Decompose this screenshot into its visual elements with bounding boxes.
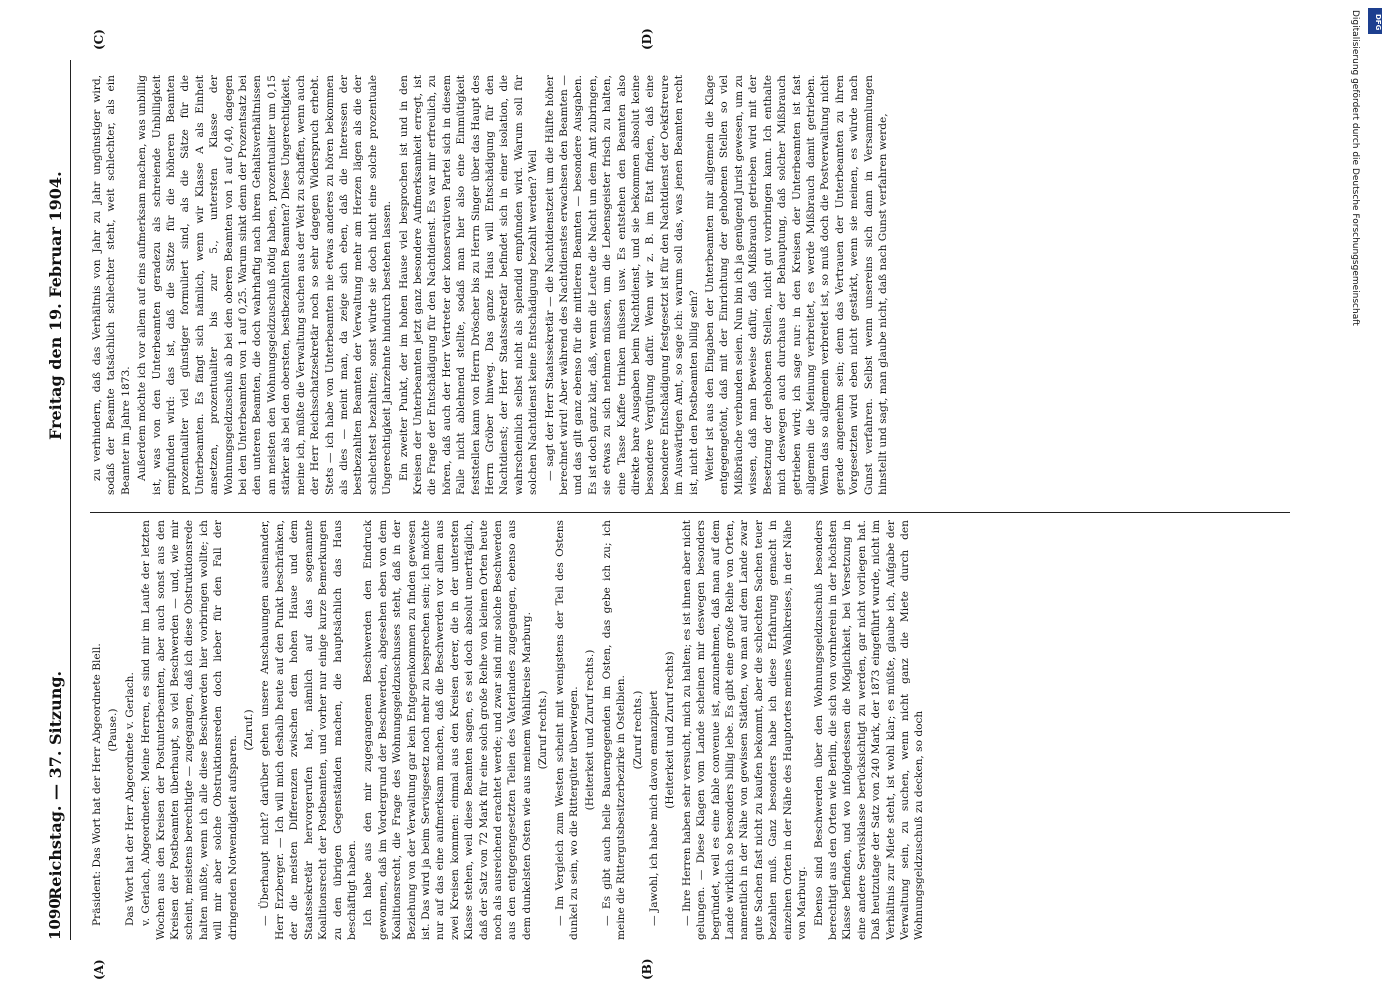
paragraph: — sagt der Herr Staatssekretär — die Nachtdienstzeit um die Hälfte höher berechnet wird! Aber während des Nachtdienstes erwachsen den Beamten — und das gilt ganz ebenso für die mittleren Beamten — besondere Ausgaben. Es ist doch ganz klar, daß, wenn die Leute die Nacht um dem Amt zubringen, sie etwas zu sich nehmen müssen, um die Lebensgeister frisch zu halten, eine Tasse Kaffee trinken müssen usw. Es entstehen den Beamten also direkte bare Ausgaben beim Nachtdienst, und sie bekommen absolut keine besondere Vergütung dafür. Wenn wir z. B. im Etat finden, daß eine besondere Entschädigung festgesetzt ist für den Nachtdienst der Oekfstreure im Auswärtigen Amt, so sage ich: warum soll das, was jenen Beamten recht ist, nicht den Postbeamten billig sein? — [543, 75, 700, 495]
paragraph: Ebenso sind Beschwerden über den Wohnungsgeldzuschuß besonders berechtigt aus den Orten wie Berlin, die sich von vornherein in der höchsten Klasse befinden, und wo infolgedessen die Möglichkeit, bei Versetzung in eine andere Servisklasse berücksichtigt zu werden, gar nicht vorliegen hat. Daß heutzutage der Satz von 240 Mark, der 1873 eingeführt wurde, nicht im Verhältnis zur Miete steht, ist wohl klar; es müßte, glaube ich, Aufgabe der Verwaltung sein, zu suchen, wenn nicht ganz die Miete durch den Wohnungsgeldzuschuß zu decken, so doch — [812, 520, 926, 940]
paragraph: — Es gibt auch helle Bauerngegenden im Osten, das gebe ich zu; ich meine die Rittergutsbesitzerbezirke in Ostelbien. — [600, 520, 628, 940]
paragraph: (Zuruf.) — [243, 709, 256, 751]
paragraph: (Pause.) — [107, 708, 120, 752]
paragraph: Präsident: Das Wort hat der Herr Abgeordnete Blell. — [91, 643, 103, 926]
digitization-note: Digitalisierung gefördert durch die Deutsche Forschungsgemeinschaft — [1350, 10, 1360, 326]
paragraph: Außerdem möchte ich vor allem auf eins aufmerksam machen, was unbillig ist, was von den Unterbeamten geradezu als schreiende Unbilligkeit empfunden wird: das ist, daß die Sätze für die höheren Beamten prozentualiter viel günstiger formuliert sind, als die Sätze für die Unterbeamten. Es fängt sich nämlich, wenn wir Klasse A als Einheit ansetzen, prozentualiter bis zur 5., untersten Klasse der Wohnungsgeldzuschuß ab bei den oberen Beamten von 1 auf 0,40, dagegen bei den Unterbeamten von 1 auf 0,25. Warum sinkt denn der Prozentsatz bei den unteren Beamten, die doch wahrhaftig nach ihren Gehaltsverhältnissen am meisten den Wohnungsgeldzuschuß nötig haben, prozentualiter um 0,15 stärker als bei den obersten, bestbezahlten Beamten? Diese Ungerechtigkeit, meine ich, müßte die Verwaltung suchen aus der Welt zu schaffen, wenn auch der Herr Reichsschatzsekretär noch so sehr dagegen Widerspruch erhebt. Stets — ich habe von Unterbeamten nie etwas anderes zu hören bekommen als dies — meint man, da zeige sich eben, daß die Interessen der bestbezahlten Beamten der Verwaltung mehr am Herzen lägen als die der schlechtest bezahlten; sonst würde sie doch nicht eine solche prozentuale Ungerechtigkeit Jahrzehnte hindurch bestehen lassen. — [136, 75, 394, 495]
margin-marker-d: (D) — [640, 28, 654, 50]
paragraph: Das Wort hat der Herr Abgeordnete v. Gerlach. — [123, 672, 136, 926]
margin-marker-a: (A) — [92, 959, 106, 980]
paragraph: (Zuruf rechts.) — [631, 690, 644, 770]
session-date: Freitag den 19. Februar 1904. — [46, 171, 65, 440]
paragraph: — Jawohl, ich habe mich davon emanzipiert — [648, 690, 661, 926]
paragraph: zu verhindern, daß das Verhältnis von Jahr zu Jahr ungünstiger wird, sodaß der Beamte tatsächlich schlechter steht, weit schlechter, als ein Beamter im Jahre 1873. — [91, 75, 132, 495]
session-title: Reichstag. — 37. Sitzung. — [46, 670, 65, 900]
paragraph: Ich habe aus den mir zugegangenen Beschwerden den Eindruck gewonnen, daß im Vordergrund der Beschwerden, abgesehen eben von dem Koalitionsrecht, die Frage des Wohnungsgeldzuschusses steht, daß in der Beziehung von der Verwaltung gar kein Entgegenkommen zu finden gewesen ist. Das wird ja beim Servisgesetz noch mehr zu besprechen sein; ich möchte nur auf das eine aufmerksam machen, daß die Beschwerden vor allem aus zwei Kreisen kommen: einmal aus den Kreisen derer, die in der untersten Klasse stehen, weil diese Beamten sagen, es sei doch absolut unerträglich, daß der Satz von 72 Mark für eine solch große Reihe von kleinen Orten heute noch als ausreichend erachtet werde; und zwar sind mir solche Beschwerden aus den entgegengesetzten Teilen des Vaterlandes zugegangen, ebenso aus dem dunkelsten Osten wie aus meinem Wahlkreise Marburg. — [362, 520, 533, 940]
paragraph: (Heiterkeit und Zuruf rechts) — [664, 651, 677, 809]
paragraph: — Im Vergleich zum Westen scheint mit wenigstens der Teil des Ostens dunkel zu sein, wo die Rittergüter überwiegen. — [553, 520, 580, 940]
column-divider — [90, 512, 1290, 513]
right-column — [90, 75, 1290, 495]
page-header — [40, 60, 71, 940]
paragraph: Weiter ist aus den Eingaben der Unterbeamten mir allgemein die Klage entgegengetönt, daß mit der Einrichtung der gehobenen Stellen so viel Mißbräuche verbunden seien. Nun bin ich ja genügend Jurist gewesen, um zu wissen, daß man Beweise dafür, daß Mißbrauch getrieben wird mit der Besetzung der gehobenen Stellen, nicht gut vorbringen kann. Ich enthalte mich deswegen auch durchaus der Behauptung, daß solcher Mißbrauch getrieben wird; ich sage nur: in den Kreisen der Unterbeamten ist fast allgemein die Meinung verbreitet, es werde Mißbrauch damit getrieben. Wenn das so allgemein verbreitet ist, so muß doch die Postverwaltung nicht gerade angenehm sein; denn das Vertrauen der Unterbeamten zu ihren Vorgesetzten wird eben nicht gestärkt, wenn sie meinen, es würde nach Gunst verfahren. Selbst wenn unsereins sich dann in Versammlungen hinstellt und sagt, man glaube nicht, daß nach Gunst verfahren werde, — [704, 75, 889, 495]
paragraph: v. Gerlach, Abgeordneter: Meine Herren, es sind mir im Laufe der letzten Wochen aus den Kreisen der Postunterbeamten, aber auch sonst aus den Kreisen der Postbeamten überhaupt, so viel Beschwerden — und, wie mir scheint, meistens berechtigte — zugegangen, daß ich diese Obstruktionsrede halten müßte, wenn ich alle diese Beschwerden hier vorbringen wollte; ich will mir aber solche Obstruktionsreden doch lieber für den Fall der dringenden Notwendigkeit aufsparen. — [140, 520, 239, 940]
margin-marker-b: (B) — [640, 958, 654, 980]
paragraph: — Überhaupt nicht? darüber gehen unsere Anschauungen auseinander, Herr Erzberger. — Ich will mich deshalb heute auf den Punkt beschränken, der die meisten Differenzen zwischen dem hohen Hause und dem Staatssekretär hervorgerufen hat, nämlich auf das sogenannte Koalitionsrecht der Postbeamten, und vorher nur einige kurze Bemerkungen zu den übrigen Gegenständen machen, die hauptsächlich das Haus beschäftigt haben. — [259, 520, 358, 940]
dfg-logo: DFG — [1368, 8, 1382, 34]
margin-marker-c: (C) — [92, 29, 106, 50]
page-number: 1090 — [46, 898, 64, 940]
paragraph: (Zuruf rechts.) — [537, 690, 550, 770]
left-column — [90, 520, 1290, 940]
paragraph: (Heiterkeit und Zuruf rechts.) — [584, 649, 597, 811]
paragraph: Ein zweiter Punkt, der im hohen Hause viel besprochen ist und in den Kreisen der Unterbeamten jetzt ganz besondere Aufmerksamkeit erregt, ist die Frage der Entschädigung für den Nachtdienst. Es war mir erfreulich, zu hören, daß auch der Herr Vertreter der konservativen Partei sich in diesem Falle nicht ablehnend stellte, sodaß man hier also eine Einmütigkeit feststellen kann von Herrn Dröscher bis zu Herrn Singer über das Haupt des Herrn Gröber hinweg. Das ganze Haus will Entschädigung für den Nachtdienst; der Herr Staatssekretär befindet sich in einer isolation, die wahrscheinlich selbst nicht als splendid empfunden wird. Warum soll für solchen Nachtdienst keine Entschädigung bezahlt werden? Weil — [397, 75, 540, 495]
paragraph: — Ihre Herren haben sehr versucht, mich zu halten; es ist ihnen aber nicht gelungen. — Diese Klagen vom Lande scheinen mir deswegen besonders begründet, weil es eine fable convenue ist, anzunehmen, daß man auf dem Lande wirklich so besonders billig lebe. Es gibt eine große Reihe von Orten, namentlich in der Nähe von gewissen Städten, wo man auf dem Lande zwar gute Sachen fast nicht zu kaufen bekommt, aber die schlechten Sachen teuer bezahlen muß. Ganz besonders habe ich diese Erfahrung gemacht in einzelnen Orten in der Nähe des Hauptortes meines Wahlkreises, in der Nähe von Marburg. — [680, 520, 809, 940]
